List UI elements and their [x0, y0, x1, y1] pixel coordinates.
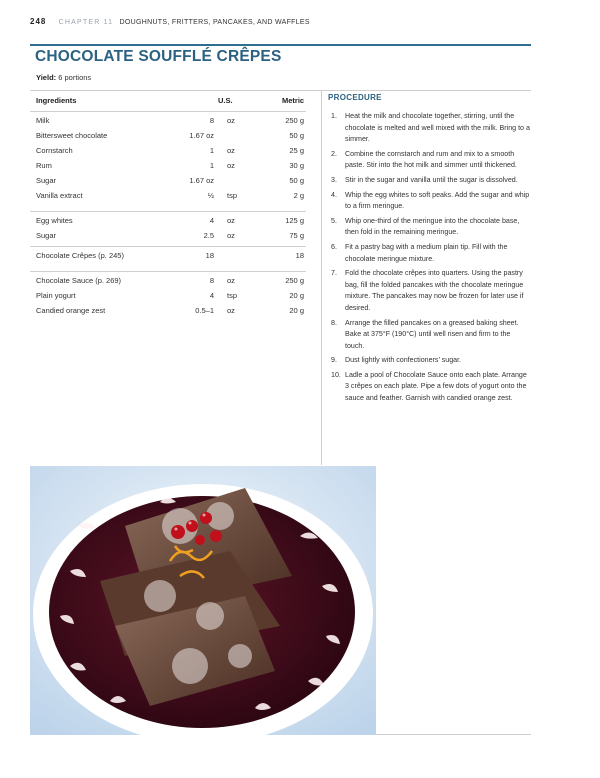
ingredient-group — [30, 213, 306, 243]
step-text: Stir in the sugar and vanilla until the sugar is dissolved. — [345, 175, 518, 184]
step-text: Fold the chocolate crêpes into quarters. Using the pastry bag, fill the folded pancakes with the chocolate meringue mixture. The pancakes may now be frozen for later use if desired. — [345, 269, 524, 312]
step-text: Heat the milk and chocolate together, stirring, until the chocolate is melted and well mixed with the milk. Bring to a simmer. — [345, 112, 530, 144]
ingredient-us-qty: 1 — [209, 146, 214, 155]
procedure-step — [328, 242, 531, 265]
ingredients-header: Ingredients — [36, 96, 77, 105]
ingredient-us-qty: 1 — [209, 161, 214, 170]
ingredient-row — [30, 173, 306, 188]
ingredient-name: Plain yogurt — [36, 291, 76, 300]
ingredient-us-qty: 4 — [209, 216, 214, 225]
ingredient-name: Chocolate Crêpes (p. 245) — [36, 251, 124, 260]
ingredient-name: Sugar — [36, 231, 57, 240]
ingredient-name: Bittersweet chocolate — [36, 131, 108, 140]
ingredient-us-qty: 1.67 oz — [189, 131, 214, 140]
procedure-step — [328, 216, 531, 239]
step-text: Dust lightly with confectioners’ sugar. — [345, 356, 462, 365]
procedure-step — [328, 190, 531, 213]
ingredient-us-qty: 8 — [209, 116, 214, 125]
procedure-section — [328, 93, 531, 408]
ingredient-metric: 30 g — [289, 161, 304, 170]
ingredient-us-unit: oz — [227, 276, 235, 285]
ingredient-row — [30, 158, 306, 173]
step-number: 3. — [331, 175, 337, 184]
ingredient-metric: 250 g — [285, 276, 304, 285]
step-number: 10. — [331, 370, 341, 379]
running-header — [30, 17, 310, 26]
ingredient-metric: 20 g — [289, 291, 304, 300]
ingredient-metric: 18 — [295, 251, 304, 260]
ingredient-row — [30, 143, 306, 158]
crepes-plate-image — [30, 466, 376, 735]
group-separator — [30, 246, 306, 247]
ingredient-name: Candied orange zest — [36, 306, 106, 315]
ingredient-metric: 125 g — [285, 216, 304, 225]
step-number: 5. — [331, 216, 337, 225]
ingredient-metric: 50 g — [289, 131, 304, 140]
step-number: 7. — [331, 269, 337, 278]
title-rule — [30, 44, 531, 46]
ingredient-us-qty: 1.67 oz — [189, 176, 214, 185]
ingredient-us-qty: ½ — [207, 191, 214, 200]
procedure-heading: PROCEDURE — [328, 93, 382, 102]
ingredient-name: Cornstarch — [36, 146, 73, 155]
group-separator — [30, 211, 306, 212]
ingredient-row — [30, 113, 306, 128]
ingredient-metric: 50 g — [289, 176, 304, 185]
ingredient-metric: 250 g — [285, 116, 304, 125]
step-number: 8. — [331, 318, 337, 327]
ingredient-name: Chocolate Sauce (p. 269) — [36, 276, 122, 285]
ingredient-metric: 75 g — [289, 231, 304, 240]
step-text: Arrange the filled pancakes on a greased baking sheet. Bake at 375°F (190°C) until well risen and firm to the touch. — [345, 318, 519, 350]
procedure-step — [328, 111, 531, 146]
yield-value: 6 portions — [58, 73, 92, 82]
recipe-title: CHOCOLATE SOUFFLÉ CRÊPES — [35, 48, 282, 65]
step-number: 2. — [331, 149, 337, 158]
procedure-step — [328, 268, 531, 314]
ingredient-us-qty: 8 — [209, 276, 214, 285]
ingredient-metric: 2 g — [293, 191, 304, 200]
ingredient-metric: 20 g — [289, 306, 304, 315]
step-number: 9. — [331, 356, 337, 365]
metric-header: Metric — [282, 96, 305, 105]
step-text: Whip one-third of the meringue into the chocolate base, then fold in the remaining meringue. — [345, 216, 520, 237]
group-separator — [30, 271, 306, 272]
step-number: 4. — [331, 190, 337, 199]
ingredient-group — [30, 113, 306, 203]
ingredient-metric: 25 g — [289, 146, 304, 155]
procedure-step — [328, 175, 531, 187]
ingredient-us-qty: 0.5–1 — [195, 306, 214, 315]
procedure-step — [328, 149, 531, 172]
ingredient-us-unit: oz — [227, 231, 235, 240]
ingredient-us-qty: 4 — [209, 291, 214, 300]
ingredient-us-unit: oz — [227, 146, 235, 155]
ingredient-row — [30, 303, 306, 318]
ingredient-row — [30, 188, 306, 203]
ingredients-table — [30, 90, 322, 465]
step-text: Ladle a pool of Chocolate Sauce onto each plate. Arrange 3 crêpes on each plate. Pipe a few dots of yogurt onto the sauce and feather. Garnish with candied orange zest. — [345, 370, 527, 403]
ingredient-name: Milk — [36, 116, 50, 125]
yield-label: Yield: — [36, 73, 57, 82]
ingredient-group — [30, 248, 306, 263]
ingredient-row — [30, 273, 306, 288]
bottom-rule — [376, 734, 531, 735]
us-header: U.S. — [218, 96, 233, 105]
header-rule — [30, 111, 306, 112]
ingredient-us-unit: tsp — [227, 191, 238, 200]
ingredient-name: Vanilla extract — [36, 191, 83, 200]
ingredient-us-qty: 2.5 — [203, 231, 214, 240]
dessert-photo — [30, 466, 376, 735]
step-number: 1. — [331, 112, 337, 120]
procedure-step — [328, 318, 531, 353]
procedure-step — [328, 355, 531, 367]
step-text: Whip the egg whites to soft peaks. Add the sugar and whip to a firm meringue. — [345, 190, 530, 211]
ingredient-name: Egg whites — [36, 216, 73, 225]
recipe-yield — [36, 73, 91, 82]
ingredient-row — [30, 128, 306, 143]
ingredient-row — [30, 248, 306, 263]
ingredient-row — [30, 228, 306, 243]
step-text: Fit a pastry bag with a medium plain tip. Fill with the chocolate meringue mixture. — [345, 242, 508, 263]
step-text: Combine the cornstarch and rum and mix to a smooth paste. Stir into the hot milk and simmer until thickened. — [345, 149, 517, 170]
ingredient-row — [30, 288, 306, 303]
section-label: DOUGHNUTS, FRITTERS, PANCAKES, AND WAFFLES — [119, 19, 310, 26]
ingredient-row — [30, 213, 306, 228]
ingredient-us-unit: oz — [227, 116, 235, 125]
chapter-label: CHAPTER 11 — [58, 19, 114, 26]
ingredient-us-qty: 18 — [205, 251, 214, 260]
ingredient-group — [30, 273, 306, 318]
ingredient-us-unit: oz — [227, 161, 235, 170]
page-number: 248 — [30, 17, 47, 26]
ingredient-us-unit: tsp — [227, 291, 238, 300]
ingredient-us-unit: oz — [227, 306, 235, 315]
procedure-step — [328, 370, 531, 405]
ingredient-name: Rum — [36, 161, 52, 170]
ingredient-us-unit: oz — [227, 216, 235, 225]
ingredient-name: Sugar — [36, 176, 57, 185]
step-number: 6. — [331, 242, 337, 251]
